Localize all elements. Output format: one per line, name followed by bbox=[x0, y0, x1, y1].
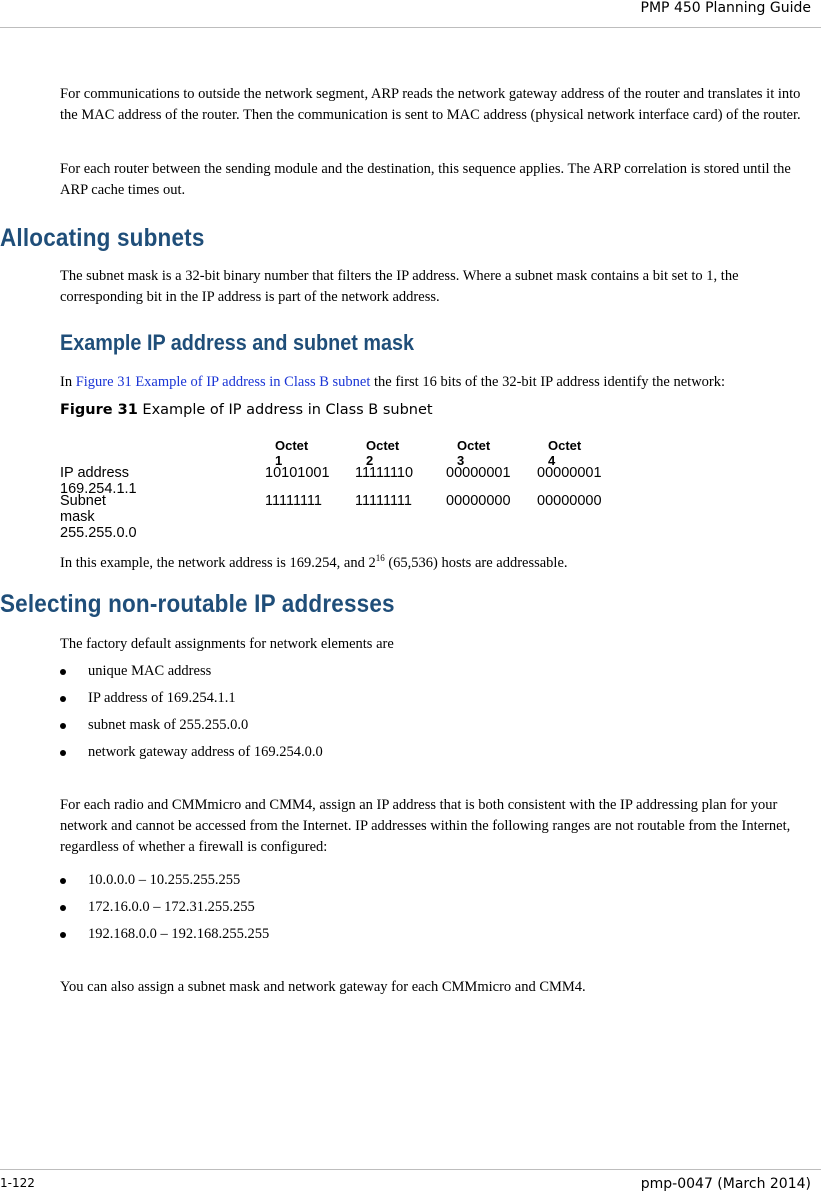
selecting-paragraph-2: For each radio and CMMmicro and CMM4, assign an IP address that is both consistent with the IP addressing plan for your network and cannot be accessed from the Internet. IP addresses within the following ranges are not routable from the Internet, regardless of whether a firewall is configured: bbox=[60, 797, 791, 855]
figure-31-link[interactable]: Figure 31 Example of IP address in Class B subnet bbox=[75, 374, 371, 390]
list-item bbox=[60, 924, 269, 951]
list-item-text: subnet mask of 255.255.0.0 bbox=[88, 717, 249, 733]
list-item bbox=[60, 715, 323, 742]
bullet-icon bbox=[60, 669, 66, 675]
figure-caption bbox=[60, 402, 433, 418]
example-lead-paragraph bbox=[60, 372, 820, 393]
list-item bbox=[60, 870, 269, 897]
table-cell: 11111111 bbox=[355, 493, 412, 509]
heading-allocating-subnets: Allocating subnets bbox=[0, 224, 205, 252]
example-lead-in: In bbox=[60, 374, 76, 390]
list-item bbox=[60, 688, 323, 715]
table-header-octet-1: Octet 1 bbox=[275, 438, 309, 468]
list-item bbox=[60, 742, 323, 769]
table-cell: 00000001 bbox=[537, 465, 602, 481]
table-row-mask-label: Subnet mask 255.255.0.0 bbox=[60, 493, 137, 541]
table-cell: 00000000 bbox=[446, 493, 511, 509]
header-rule bbox=[0, 27, 821, 28]
summary-exponent: 16 bbox=[375, 553, 385, 563]
table-cell: 10101001 bbox=[265, 465, 330, 481]
bullet-icon bbox=[60, 932, 66, 938]
table-cell: 00000000 bbox=[537, 493, 602, 509]
table-row-ip-label: IP address 169.254.1.1 bbox=[60, 465, 137, 497]
page-number: 1-122 bbox=[0, 1176, 35, 1190]
table-cell: 11111110 bbox=[355, 465, 414, 481]
document-id: pmp-0047 (March 2014) bbox=[640, 1176, 811, 1192]
figure-title: Example of IP address in Class B subnet bbox=[137, 402, 433, 418]
running-header-title: PMP 450 Planning Guide bbox=[640, 0, 811, 16]
list-item-text: network gateway address of 169.254.0.0 bbox=[88, 744, 323, 760]
bullet-icon bbox=[60, 905, 66, 911]
table-header-octet-3: Octet 3 bbox=[457, 438, 491, 468]
list-item-text: 192.168.0.0 – 192.168.255.255 bbox=[88, 926, 270, 942]
heading-selecting-non-routable: Selecting non-routable IP addresses bbox=[0, 590, 395, 618]
bullet-icon bbox=[60, 696, 66, 702]
list-item bbox=[60, 661, 323, 688]
table-header-octet-4: Octet 4 bbox=[548, 438, 582, 468]
figure-label: Figure 31 bbox=[60, 402, 138, 418]
non-routable-ranges-list bbox=[60, 870, 269, 951]
example-summary bbox=[60, 548, 820, 574]
example-lead-out: the first 16 bits of the 32-bit IP address identify the network: bbox=[370, 374, 726, 390]
summary-post: (65,536) hosts are addressable. bbox=[384, 554, 568, 571]
list-item-text: 10.0.0.0 – 10.255.255.255 bbox=[88, 872, 241, 888]
table-cell: 11111111 bbox=[265, 493, 322, 509]
bullet-icon bbox=[60, 878, 66, 884]
selecting-paragraph-3: You can also assign a subnet mask and network gateway for each CMMmicro and CMM4. bbox=[60, 979, 586, 995]
list-item-text: IP address of 169.254.1.1 bbox=[88, 690, 236, 706]
default-assignments-list bbox=[60, 661, 323, 769]
table-header-octet-2: Octet 2 bbox=[366, 438, 400, 468]
list-item bbox=[60, 897, 269, 924]
heading-example-ip: Example IP address and subnet mask bbox=[60, 330, 414, 355]
bullet-icon bbox=[60, 750, 66, 756]
footer-rule bbox=[0, 1169, 821, 1170]
intro-paragraph-2: For each router between the sending module and the destination, this sequence applies. The ARP correlation is stored until the ARP cache times out. bbox=[60, 161, 791, 198]
list-item-text: 172.16.0.0 – 172.31.255.255 bbox=[88, 899, 255, 915]
table-cell: 00000001 bbox=[446, 465, 511, 481]
allocating-paragraph: The subnet mask is a 32-bit binary number that filters the IP address. Where a subnet mask contains a bit set to 1, the corresponding bit in the IP address is part of the network address. bbox=[60, 268, 739, 305]
bullet-icon bbox=[60, 723, 66, 729]
summary-pre: In this example, the network address is 169.254, and 2 bbox=[60, 554, 376, 571]
list-item-text: unique MAC address bbox=[88, 663, 212, 679]
intro-paragraph-1: For communications to outside the network segment, ARP reads the network gateway address of the router and translates it into the MAC address of the router. Then the communication is sent to MAC address (physical network interface card) of the router. bbox=[60, 86, 801, 123]
selecting-paragraph-1: The factory default assignments for network elements are bbox=[60, 636, 394, 652]
